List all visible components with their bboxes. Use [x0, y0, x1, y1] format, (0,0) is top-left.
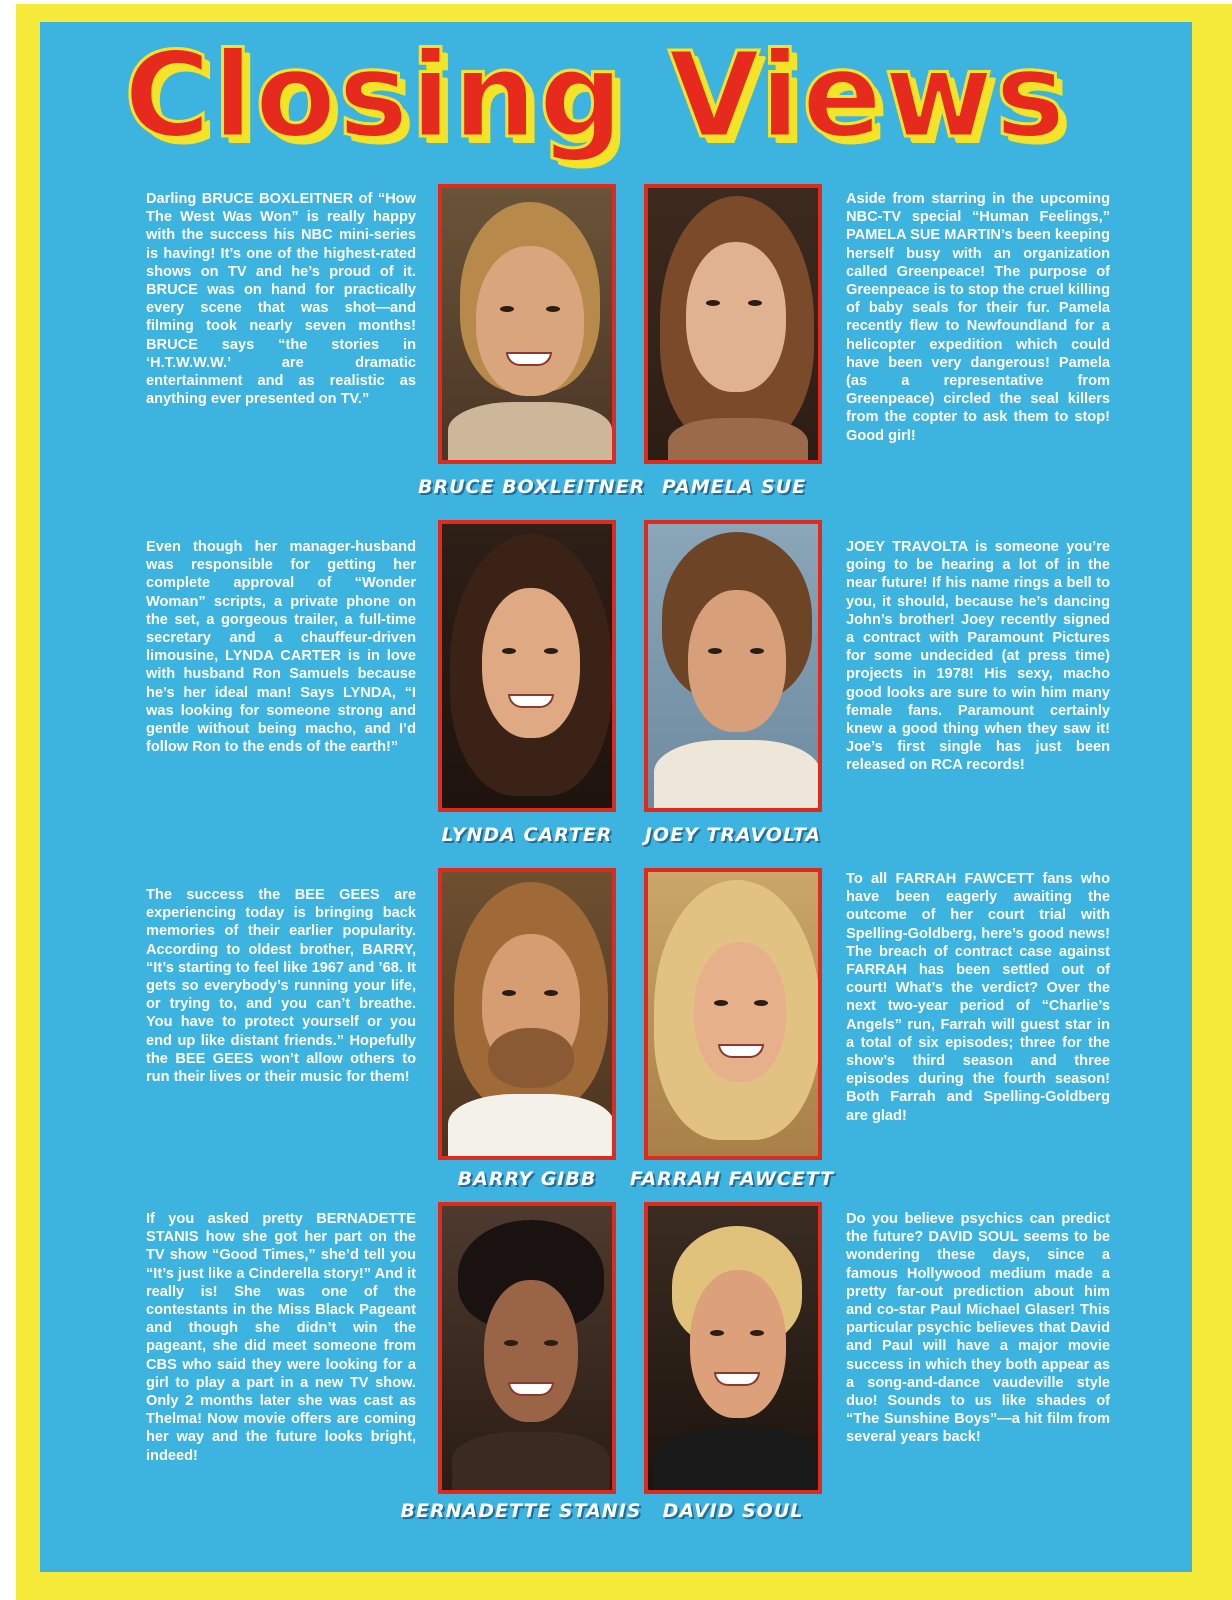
photo-barry-gibb — [438, 868, 616, 1160]
page-title: Closing Views — [124, 26, 1068, 164]
photo-joey-travolta — [644, 520, 822, 812]
caption-barry-gibb: BARRY GIBB — [457, 1168, 597, 1190]
article-lynda-carter: Even though her manager-husband was responsible for getting her complete approval of “Wonder Woman” scripts, a private phone on the set, a gorgeous trailer, a full-time secretary and a chauffeur-driven limousine, LYNDA CARTER is in love with husband Ron Samuels because he’s her ideal man! Says LYNDA, “I was looking for someone strong and gentle without being macho, and I’d follow Ron to the ends of the earth!” — [146, 539, 416, 756]
caption-bernadette-stanis: BERNADETTE STANIS — [400, 1500, 642, 1522]
caption-pamela-sue: PAMELA SUE — [661, 476, 807, 498]
caption-farrah-fawcett: FARRAH FAWCETT — [629, 1168, 835, 1190]
photo-bernadette-stanis — [438, 1202, 616, 1494]
article-barry-gibb: The success the BEE GEES are experiencing today is bringing back memories of their earlier popularity. According to oldest brother, BARRY, “It’s starting to feel like 1967 and ’68. It gets so everybody’s running your life, or trying to, and you can’t breathe. You have to protect yourself or you end up like distant friends.” Hopefully the BEE GEES won’t allow others to run their lives or their music for them! — [146, 887, 416, 1086]
photo-lynda-carter — [438, 520, 616, 812]
photo-bruce-boxleitner — [438, 184, 616, 464]
photo-farrah-fawcett — [644, 868, 822, 1160]
article-bruce-boxleitner: Darling BRUCE BOXLEITNER of “How The West Was Won” is really happy with the success his NBC mini-series is having! It’s one of the highest-rated shows on TV and he’s proud of it. BRUCE was on hand for practically every scene that was shot—and filming took nearly seven months! BRUCE says “the stories in ‘H.T.W.W.W.’ are dramatic entertainment and as realistic as anything ever presented on TV.” — [146, 191, 416, 408]
article-farrah-fawcett: To all FARRAH FAWCETT fans who have been eagerly awaiting the outcome of her court trial with Spelling-Goldberg, here’s good news! The breach of contract case against FARRAH has been settled out of court! What’s the verdict? Over the next two-year period of “Charlie’s Angels” run, Farrah will guest star in a total of six episodes; three for the show’s third season and three episodes during the fourth season! Both Farrah and Spelling-Goldberg are glad! — [846, 871, 1110, 1124]
article-bernadette-stanis: If you asked pretty BERNADETTE STANIS how she got her part on the TV show “Good Times,” she’d tell you “It’s just like a Cinderella story!” And it really is! She was one of the contestants in the Miss Black Pageant and though she didn’t win the pageant, she did meet someone from CBS who said they were looking for a girl to play a part in a new TV show. Only 2 months later she was cast as Thelma! Now movie offers are coming her way and the future looks bright, indeed! — [146, 1211, 416, 1464]
article-david-soul: Do you believe psychics can predict the future? DAVID SOUL seems to be wondering these days, since a famous Hollywood medium made a pretty far-out prediction about him and co-star Paul Michael Glaser! This particular psychic believes that David and Paul will have a major movie success in which they both appear as a song-and-dance vaudeville style duo! Sounds to us like shades of “The Sunshine Boys”—a hit film from several years back! — [846, 1211, 1110, 1446]
caption-david-soul: DAVID SOUL — [662, 1500, 804, 1522]
photo-david-soul — [644, 1202, 822, 1494]
caption-bruce-boxleitner: BRUCE BOXLEITNER — [418, 476, 646, 498]
article-pamela-sue-martin: Aside from starring in the upcoming NBC-TV special “Human Feelings,” PAMELA SUE MARTIN’s been keeping herself busy with an organization called Greenpeace! The purpose of Greenpeace is to stop the cruel killing of baby seals for their fur. Pamela recently flew to Newfoundland for a helicopter expedition which could have been very dangerous! Pamela (as a representative from Greenpeace) circled the seal killers from the copter to ask them to stop! Good girl! — [846, 191, 1110, 444]
caption-joey-travolta: JOEY TRAVOLTA — [644, 824, 822, 846]
caption-lynda-carter: LYNDA CARTER — [441, 824, 613, 846]
article-joey-travolta: JOEY TRAVOLTA is someone you’re going to be hearing a lot of in the near future! If his name rings a bell to you, it should, because he’s dancing John’s brother! Joey recently signed a contract with Paramount Pictures for some undecided (at press time) projects in 1978! His sexy, macho good looks are sure to win him many female fans. Paramount certainly knew a good thing when they saw it! Joe’s first single has just been released on RCA records! — [846, 539, 1110, 774]
photo-pamela-sue — [644, 184, 822, 464]
